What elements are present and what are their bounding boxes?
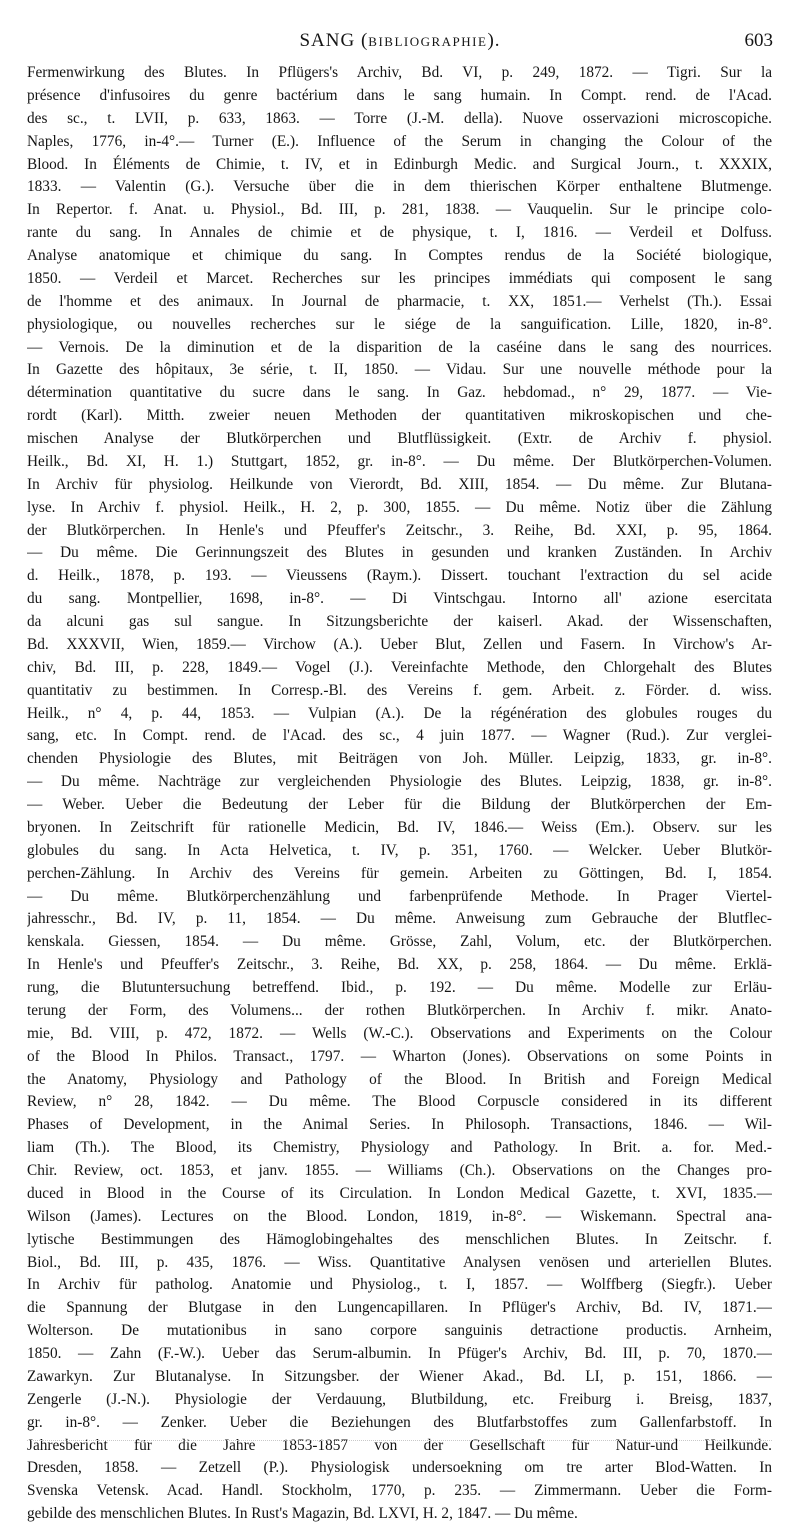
text-line: physiologique, ou nouvelles recherches sur le siége de la sanguification. Lille, 1820, in-8°. [27, 315, 772, 333]
text-line: bryonen. In Zeitschrift für rationelle Medicin, Bd. IV, 1846.— Weiss (Em.). Observ. sur les [27, 818, 772, 836]
text-line: — Vernois. De la diminution et de la disparition de la caséine dans le sang des nourrices. [27, 338, 772, 356]
text-line: Naples, 1776, in-4°.— Turner (E.). Influence of the Serum in changing the Colour of the [27, 132, 772, 150]
text-line: duced in Blood in the Course of its Circulation. In London Medical Gazette, t. XVI, 1835.— [27, 1184, 772, 1202]
text-line: liam (Th.). The Blood, its Chemistry, Physiology and Pathology. In Brit. a. for. Med.- [27, 1139, 772, 1157]
text-line: du sang. Montpellier, 1698, in-8°. — Di Vintschgau. Intorno all' azione esercitata [27, 590, 772, 608]
text-line: In Henle's und Pfeuffer's Zeitschr., 3. Reihe, Bd. XX, p. 258, 1864. — Du même. Erklä- [27, 956, 772, 974]
text-line: der Blutkörperchen. In Henle's und Pfeuffer's Zeitschr., 3. Reihe, Bd. XXI, p. 95, 1864. [27, 521, 772, 539]
running-title-prefix: SANG ( [299, 30, 369, 51]
text-line: Blood. In Éléments de Chimie, t. IV, et in Edinburgh Medic. and Surgical Journ., t. XXXIX, [27, 155, 772, 173]
text-line: gr. in-8°. — Zenker. Ueber die Beziehungen des Blutfarbstoffes zum Gallenfarbstoff. In [27, 1413, 772, 1431]
text-line: rordt (Karl). Mitth. zweier neuen Methoden der quantitativen mikroskopischen und che- [27, 407, 772, 425]
text-line: Review, n° 28, 1842. — Du même. The Blood Corpuscle considered in its different [27, 1093, 772, 1111]
text-line: — Du même. Blutkörperchenzählung und farbenprüfende Methode. In Prager Viertel- [27, 887, 772, 905]
text-line: Analyse anatomique et chimique du sang. In Comptes rendus de la Société biologique, [27, 247, 772, 264]
text-line: of the Blood In Philos. Transact., 1797. — Wharton (Jones). Observations on some Points in [27, 1047, 772, 1065]
text-line: Zawarkyn. Zur Blutanalyse. In Sitzungsber. der Wiener Akad., Bd. LI, p. 151, 1866. — [27, 1367, 772, 1385]
text-line: — Weber. Ueber die Bedeutung der Leber für die Bildung der Blutkörperchen der Em- [27, 796, 772, 813]
text-line: Phases of Development, in the Animal Series. In Philosoph. Transactions, 1846. — Wil- [27, 1116, 772, 1134]
text-line: quantitativ zu bestimmen. In Corresp.-Bl. des Vereins f. gem. Arbeit. z. Förder. d. wiss. [27, 681, 772, 699]
text-line: kenskala. Giessen, 1854. — Du même. Grösse, Zahl, Volum, etc. der Blutkörperchen. [27, 933, 772, 951]
text-line: terung der Form, des Volumens... der rothen Blutkörperchen. In Archiv f. mikr. Anato- [27, 1001, 772, 1019]
text-line: sang, etc. In Compt. rend. de l'Acad. des sc., 4 juin 1877. — Wagner (Rud.). Zur verglei- [27, 727, 772, 745]
text-line: Svenska Vetensk. Acad. Handl. Stockholm, 1770, p. 235. — Zimmermann. Ueber die Form- [27, 1482, 772, 1500]
text-line: rung, die Blutuntersuchung betreffend. Ibid., p. 192. — Du même. Modelle zur Erläu- [27, 979, 772, 996]
running-title [0, 30, 800, 52]
text-line: gebilde des menschlichen Blutes. In Rust's Magazin, Bd. LXVI, H. 2, 1847. — Du même. [27, 1505, 578, 1523]
text-line: lytische Bestimmungen des Hämoglobingehaltes des menschlichen Blutes. In Zeitschr. f. [27, 1230, 772, 1248]
text-line: Heilk., n° 4, p. 44, 1853. — Vulpian (A.). De la régénération des globules rouges du [27, 704, 772, 722]
text-line: de l'homme et des animaux. In Journal de pharmacie, t. XX, 1851.— Verhelst (Th.). Essai [27, 292, 772, 310]
page-number: 603 [744, 30, 773, 51]
text-line: In Gazette des hôpitaux, 3e série, t. II, 1850. — Vidau. Sur une nouvelle méthode pour la [27, 361, 772, 379]
text-line: the Anatomy, Physiology and Pathology of the Blood. In British and Foreign Medical [27, 1070, 772, 1088]
bibliography-text [27, 62, 772, 1526]
text-line: die Spannung der Blutgase in den Lungencapillaren. In Pflüger's Archiv, Bd. IV, 1871.— [27, 1299, 772, 1317]
text-line: Jahresbericht für die Jahre 1853-1857 von der Gesellschaft für Natur-und Heilkunde. [27, 1436, 772, 1454]
text-line: Heilk., Bd. XI, H. 1.) Stuttgart, 1852, gr. in-8°. — Du même. Der Blutkörperchen-Volumen. [27, 452, 772, 470]
text-line: mie, Bd. VIII, p. 472, 1872. — Wells (W.-C.). Observations and Experiments on the Colour [27, 1024, 772, 1042]
text-line: Chir. Review, oct. 1853, et janv. 1855. — Williams (Ch.). Observations on the Changes pro- [27, 1162, 772, 1179]
text-line: présence d'infusoires du genre bactérium dans le sang humain. In Compt. rend. de l'Acad. [27, 86, 772, 104]
text-line: 1850. — Zahn (F.-W.). Ueber das Serum-albumin. In Pfüger's Archiv, Bd. III, p. 70, 1870.— [27, 1345, 772, 1362]
text-line: In Archiv für patholog. Anatomie und Physiolog., t. I, 1857. — Wolffberg (Siegfr.). Ueber [27, 1276, 772, 1294]
text-line: Zengerle (J.-N.). Physiologie der Verdauung, Blutbildung, etc. Freiburg i. Breisg, 1837, [27, 1390, 772, 1408]
text-line: détermination quantitative du sucre dans le sang. In Gaz. hebdomad., n° 29, 1877. — Vie- [27, 384, 772, 402]
text-line: chiv, Bd. III, p. 228, 1849.— Vogel (J.). Vereinfachte Methode, den Chlorgehalt des Blutes [27, 658, 772, 676]
text-line: — Du même. Die Gerinnungszeit des Blutes in gesunden und kranken Zuständen. In Archiv [27, 544, 772, 562]
text-line: 1833. — Valentin (G.). Versuche über die in dem thierischen Körper enthaltene Blutmenge. [27, 178, 772, 196]
text-line: In Archiv für physiolog. Heilkunde von Vierordt, Bd. XIII, 1854. — Du même. Zur Blutana- [27, 475, 772, 493]
text-line: Wilson (James). Lectures on the Blood. London, 1819, in-8°. — Wiskemann. Spectral ana- [27, 1207, 772, 1225]
text-line: des sc., t. LVII, p. 633, 1863. — Torre (J.-M. della). Nuove osservazioni microscopiche. [27, 109, 772, 127]
text-line: lyse. In Archiv f. physiol. Heilk., H. 2, p. 300, 1855. — Du même. Notiz über die Zählung [27, 498, 772, 516]
running-title-small-caps: bibliographie [368, 30, 488, 51]
text-line: Biol., Bd. III, p. 435, 1876. — Wiss. Quantitative Analysen venösen und arteriellen Blutes. [27, 1253, 772, 1271]
text-line: rante du sang. In Annales de chimie et de physique, t. I, 1816. — Verdeil et Dolfuss. [27, 224, 772, 242]
text-line: 1850. — Verdeil et Marcet. Recherches sur les principes immédiats qui composent le sang [27, 269, 772, 287]
text-line: mischen Analyse der Blutkörperchen und Blutflüssigkeit. (Extr. de Archiv f. physiol. [27, 430, 772, 447]
text-line: Bd. XXXVII, Wien, 1859.— Virchow (A.). Ueber Blut, Zellen und Fasern. In Virchow's Ar- [27, 635, 772, 653]
text-line: — Du même. Nachträge zur vergleichenden Physiologie des Blutes. Leipzig, 1838, gr. in-8°. [27, 773, 772, 791]
bottom-dotted-rule [27, 1440, 772, 1455]
text-line: In Repertor. f. Anat. u. Physiol., Bd. III, p. 281, 1838. — Vauquelin. Sur le principe colo- [27, 201, 772, 219]
text-line: Wolterson. De mutationibus in sano corpore sanguinis detractione productis. Arnheim, [27, 1322, 772, 1340]
text-line: perchen-Zählung. In Archiv des Vereins für gemein. Arbeiten zu Göttingen, Bd. I, 1854. [27, 864, 772, 882]
text-line: jahresschr., Bd. IV, p. 11, 1854. — Du même. Anweisung zum Gebrauche der Blutflec- [27, 910, 772, 928]
text-line: Dresden, 1858. — Zetzell (P.). Physiologisk undersoekning om tre arter Blod-Watten. In [27, 1459, 772, 1477]
text-line: chenden Physiologie des Blutes, mit Beiträgen von Joh. Müller. Leipzig, 1833, gr. in-8°. [27, 750, 772, 768]
text-line: globules du sang. In Acta Helvetica, t. IV, p. 351, 1760. — Welcker. Ueber Blutkör- [27, 841, 772, 859]
text-line: d. Heilk., 1878, p. 193. — Vieussens (Raym.). Dissert. touchant l'extraction du sel acide [27, 567, 772, 585]
text-line: Fermenwirkung des Blutes. In Pflügers's Archiv, Bd. VI, p. 249, 1872. — Tigri. Sur la [27, 64, 772, 81]
text-line: da alcuni gas sul sangue. In Sitzungsberichte der kaiserl. Akad. der Wissenschaften, [27, 613, 772, 630]
running-title-suffix: ). [487, 30, 501, 51]
running-header [0, 30, 800, 56]
